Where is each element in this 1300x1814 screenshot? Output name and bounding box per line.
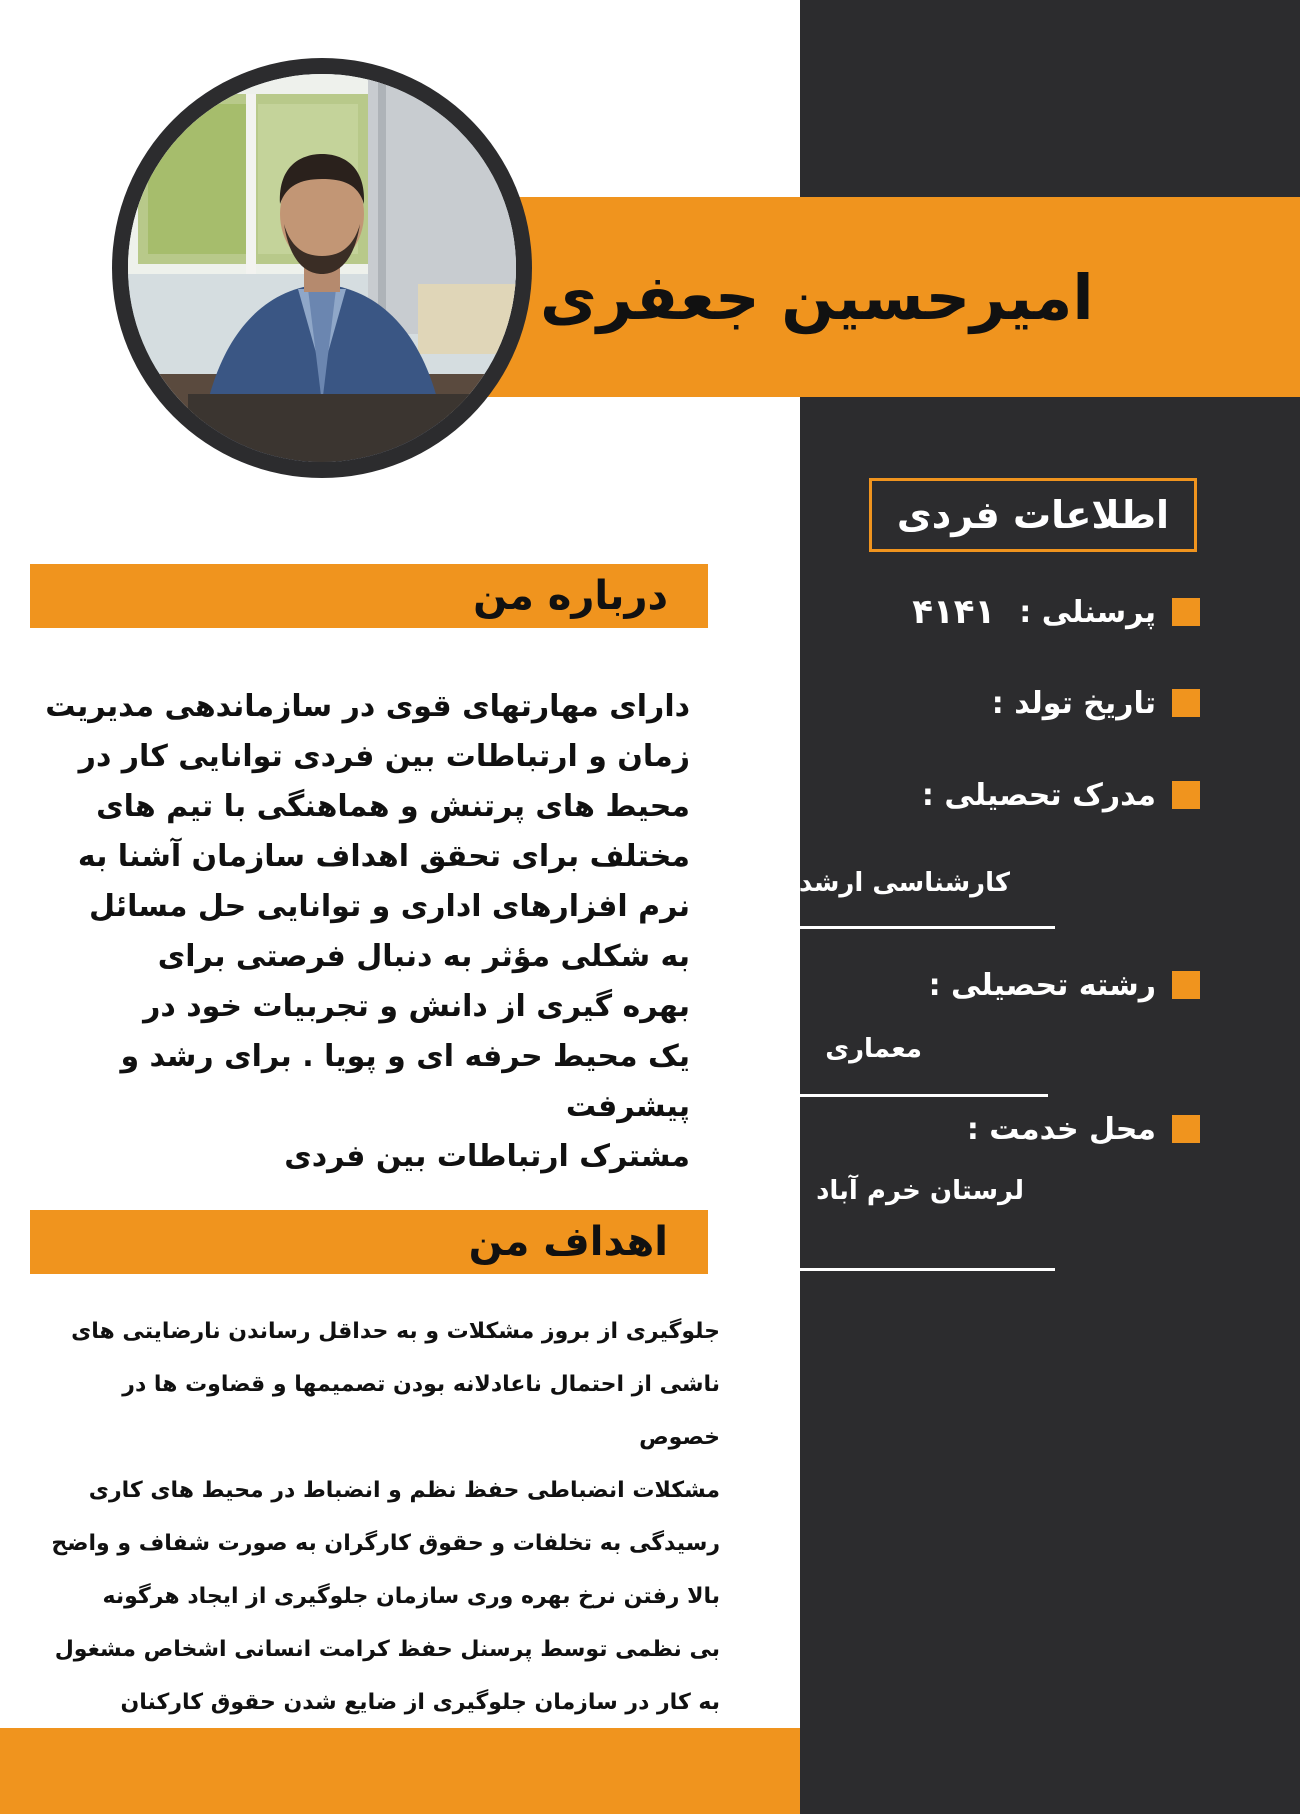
profile-photo-illustration	[128, 74, 516, 462]
location-divider	[800, 1268, 1055, 1271]
major-label: رشته تحصیلی :	[928, 967, 1156, 1003]
about-line: به شکلی مؤثر به دنبال فرصتی برای	[157, 939, 690, 974]
profile-photo	[128, 74, 516, 462]
personal-info-title: اطلاعات فردی	[869, 478, 1197, 552]
degree-label: مدرک تحصیلی :	[921, 777, 1156, 813]
major-value: معماری	[825, 1034, 922, 1064]
location-label: محل خدمت :	[966, 1111, 1156, 1147]
about-line: دارای مهارتهای قوی در سازماندهی مدیریت	[45, 689, 690, 724]
degree-value: کارشناسی ارشد	[798, 868, 1010, 898]
major-field	[929, 960, 1200, 1010]
goals-title: اهداف من	[468, 1219, 668, 1265]
degree-divider	[800, 926, 1055, 929]
about-line: یک محیط حرفه ای و پویا . برای رشد و پیشرفت	[120, 1039, 690, 1124]
location-value: لرستان خرم آباد	[816, 1176, 1024, 1206]
bullet-icon	[1172, 598, 1200, 626]
bullet-icon	[1172, 1115, 1200, 1143]
bullet-icon	[1172, 781, 1200, 809]
goals-line: بالا رفتن نرخ بهره وری سازمان جلوگیری از ایجاد هرگونه	[102, 1584, 720, 1609]
personnel-field	[912, 587, 1200, 637]
birthdate-label: تاریخ تولد :	[991, 685, 1156, 721]
goals-line: ناشی از احتمال ناعادلانه بودن تصمیمها و قضاوت ها در خصوص	[122, 1372, 720, 1450]
goals-text	[40, 1305, 720, 1782]
goals-line: مشکلات انضباطی حفظ نظم و انضباط در محیط های کاری	[88, 1478, 720, 1503]
personnel-value: ۴۱۴۱	[912, 592, 996, 632]
bullet-icon	[1172, 971, 1200, 999]
goals-line: به کار در سازمان جلوگیری از ضایع شدن حقوق کارکنان	[120, 1690, 720, 1715]
goals-header	[30, 1210, 708, 1274]
location-field	[967, 1104, 1200, 1154]
birthdate-field	[992, 678, 1200, 728]
person-name: امیرحسین جعفری	[540, 260, 1094, 334]
bullet-icon	[1172, 689, 1200, 717]
about-header	[30, 564, 708, 628]
about-line: مختلف برای تحقق اهداف سازمان آشنا به	[77, 839, 690, 874]
degree-field	[922, 770, 1200, 820]
about-line: نرم افزارهای اداری و توانایی حل مسائل	[89, 889, 690, 924]
goals-line: بی نظمی توسط پرسنل حفظ کرامت انسانی اشخاص مشغول	[54, 1637, 720, 1662]
goals-line: رسیدگی به تخلفات و حقوق کارگران به صورت شفاف و واضح	[51, 1531, 720, 1556]
footer-bar	[0, 1728, 800, 1814]
about-line: بهره گیری از دانش و تجربیات خود در	[143, 989, 690, 1024]
about-title: درباره من	[473, 573, 668, 619]
about-line: مشترک ارتباطات بین فردی	[284, 1139, 690, 1174]
about-line: زمان و ارتباطات بین فردی توانایی کار در	[78, 739, 690, 774]
major-divider	[800, 1094, 1048, 1097]
goals-line: جلوگیری از بروز مشکلات و به حداقل رساندن نارضایتی های	[71, 1319, 720, 1344]
personnel-label: پرسنلی :	[1019, 594, 1156, 630]
about-line: محیط های پرتنش و هماهنگی با تیم های	[96, 789, 690, 824]
about-text	[40, 682, 690, 1182]
